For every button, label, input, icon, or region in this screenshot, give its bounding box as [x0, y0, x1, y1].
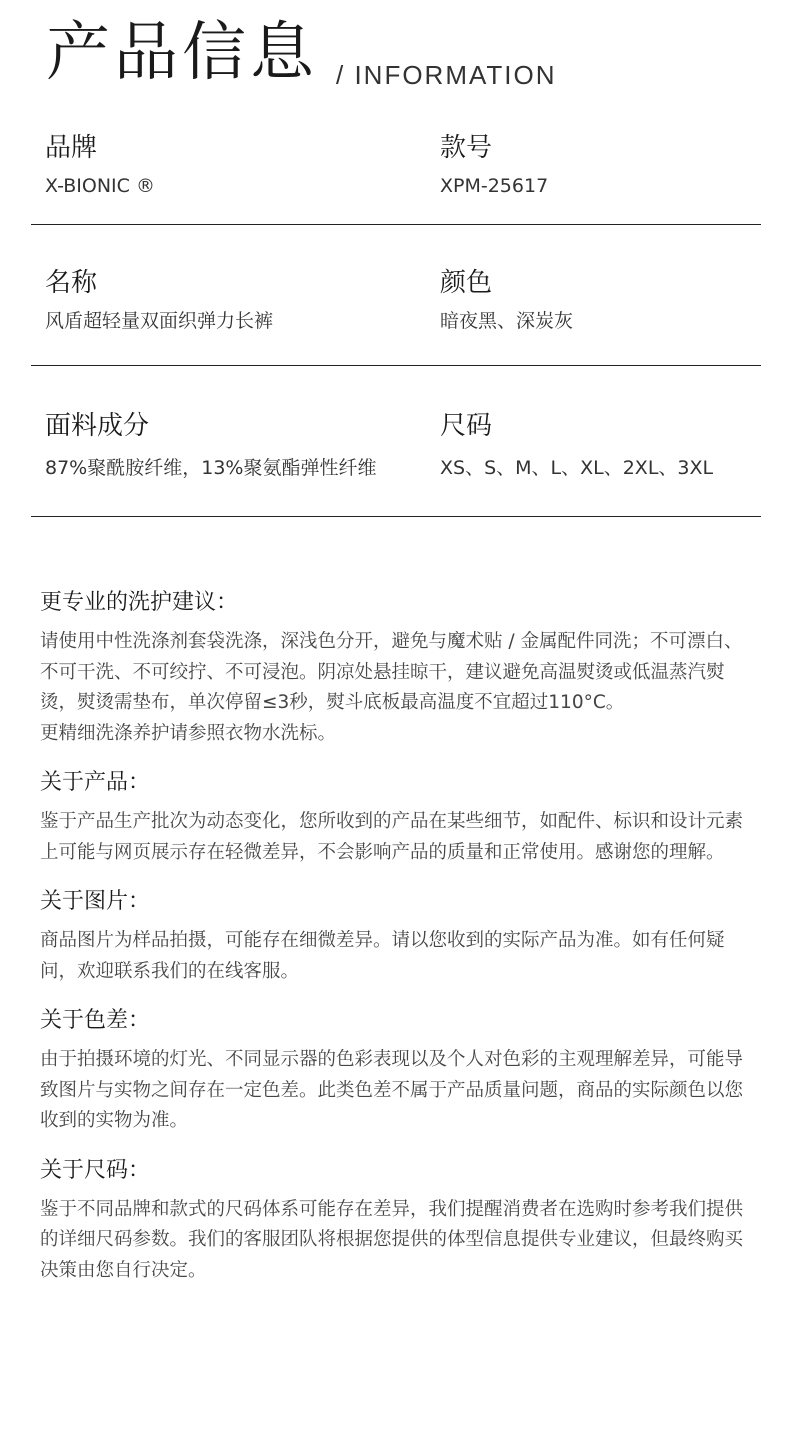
page-subtitle: / INFORMATION	[336, 60, 557, 90]
brand-value: X-BIONIC ®	[45, 175, 155, 197]
images-note	[40, 884, 755, 987]
info-row	[31, 100, 761, 225]
color-cell	[440, 265, 573, 335]
notes-section	[40, 585, 755, 1302]
color-label: 颜色	[440, 268, 493, 298]
material-cell	[45, 408, 376, 482]
images-heading: 关于图片：	[40, 889, 151, 914]
page-header	[46, 14, 557, 92]
material-value: 87%聚酰胺纤维，13%聚氨酯弹性纤维	[45, 457, 377, 479]
page-title: 产品信息	[46, 16, 318, 90]
care-paragraph: 请使用中性洗涤剂套袋洗涤，深浅色分开，避免与魔术贴 / 金属配件同洗；不可漂白、不可干洗、不可绞拧、不可浸泡。阴凉处悬挂晾干，建议避免高温熨烫或低温蒸汽熨烫，熨烫需垫布，单次停留≤3秒，熨斗底板最高温度不宜超过110°C。	[40, 631, 743, 713]
product-info-table	[31, 100, 761, 517]
images-paragraph: 商品图片为样品拍摄，可能存在细微差异。请以您收到的实际产品为准。如有任何疑问，欢迎联系我们的在线客服。	[40, 930, 725, 982]
color-diff-note	[40, 1003, 755, 1137]
sizing-note	[40, 1153, 755, 1287]
product-note	[40, 765, 755, 868]
sizing-heading: 关于尺码：	[40, 1157, 151, 1183]
care-paragraph: 更精细洗涤养护请参照衣物水洗标。	[40, 722, 337, 744]
brand-label: 品牌	[45, 133, 98, 163]
model-value: XPM-25617	[440, 175, 549, 197]
size-label: 尺码	[440, 411, 493, 441]
size-value: XS、S、M、L、XL、2XL、3XL	[440, 457, 714, 479]
name-cell	[45, 265, 273, 335]
product-paragraph: 鉴于产品生产批次为动态变化，您所收到的产品在某些细节，如配件、标识和设计元素上可能与网页展示存在轻微差异，不会影响产品的质量和正常使用。感谢您的理解。	[40, 811, 744, 863]
name-value: 风盾超轻量双面织弹力长裤	[45, 310, 274, 332]
model-label: 款号	[440, 133, 493, 163]
color-diff-paragraph: 由于拍摄环境的灯光、不同显示器的色彩表现以及个人对色彩的主观理解差异，可能导致图片与实物之间存在一定色差。此类色差不属于产品质量问题，商品的实际颜色以您收到的实物为准。	[40, 1049, 744, 1131]
color-diff-heading: 关于色差：	[40, 1008, 151, 1033]
info-row	[31, 225, 761, 366]
info-row	[31, 366, 761, 517]
care-note	[40, 585, 755, 749]
name-label: 名称	[45, 268, 98, 298]
product-heading: 关于产品：	[40, 770, 151, 795]
model-cell	[440, 130, 548, 200]
size-cell	[440, 408, 713, 482]
color-value: 暗夜黑、深炭灰	[440, 310, 574, 332]
material-label: 面料成分	[45, 411, 150, 441]
sizing-paragraph: 鉴于不同品牌和款式的尺码体系可能存在差异，我们提醒消费者在选购时参考我们提供的详细尺码参数。我们的客服团队将根据您提供的体型信息提供专业建议，但最终购买决策由您自行决定。	[40, 1198, 744, 1281]
brand-cell	[45, 130, 155, 200]
care-heading: 更专业的洗护建议：	[40, 590, 239, 615]
